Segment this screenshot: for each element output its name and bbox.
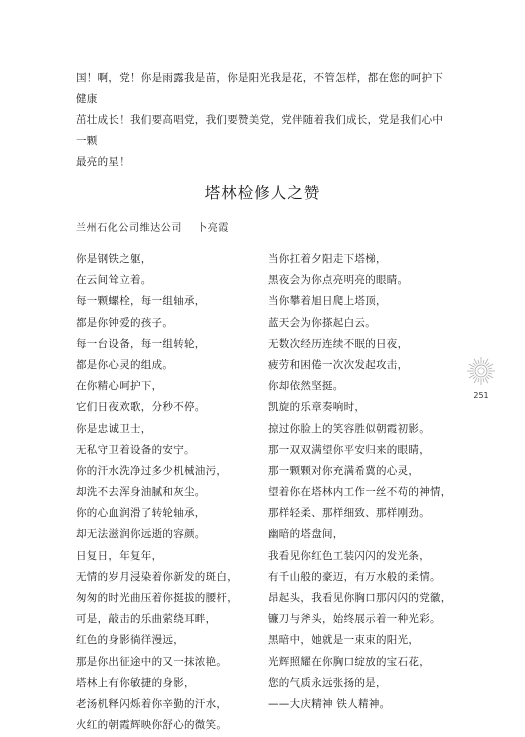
page-number: 251: [473, 391, 489, 400]
poem-line: 那一颗颗对你充满希冀的心灵，: [268, 464, 420, 477]
poem-line: 匆匆的时光曲压着你挺拔的腰杆，: [76, 592, 238, 604]
poem-line: 那一双双满望你平安归来的眼睛，: [268, 443, 430, 456]
poem-line: 每一台设备，每一组转轮，: [76, 337, 206, 350]
poem-line: 却无法滋润你远逝的容颜。: [76, 528, 206, 541]
poem-line: 都是你钟爱的孩子。: [76, 316, 174, 329]
poem-line: 那样轻柔、那样细致、那样刚劲。: [268, 507, 430, 520]
poem-line: 你是忠诚卫士，: [76, 422, 152, 435]
poem-line: 镰刀与斧头，始终展示着一种光彩。: [268, 613, 441, 626]
poem-line: 当你攀着旭日爬上塔顶，: [268, 295, 387, 308]
poem-line: 可是，敲击的乐曲萦绕耳畔，: [76, 613, 217, 626]
poem-line: ——大庆精神 铁人精神。: [268, 697, 391, 710]
poem-left-column: [76, 249, 238, 736]
sun-ornament-icon: [466, 356, 496, 386]
poem-line: 蓝天会为你搽起白云。: [268, 316, 376, 329]
poem-line: 它们日夜欢歌，分秒不停。: [76, 401, 206, 414]
intro-line: 国！啊，党！你是雨露我是苗，你是阳光我是花，不管怎样，都在您的呵护下健康: [76, 72, 444, 105]
poem-line: 在云间耸立着。: [76, 274, 152, 287]
intro-line: 茁壮成长！我们要高唱党，我们要赞美党，党伴随着我们成长，党是我们心中一颗: [76, 114, 444, 147]
intro-line: 最亮的星！: [76, 156, 130, 168]
poem-line: 红色的身影徜徉漫远，: [76, 634, 184, 647]
poem-line: 在你精心呵护下，: [76, 380, 163, 393]
poem-line: 塔林上有你敏捷的身影，: [76, 676, 195, 689]
poem-line: 凯旋的乐章奏响时，: [268, 401, 366, 414]
poem-line: 无情的岁月浸染着你新发的斑白，: [76, 570, 238, 583]
poem-line: 我看见你红色工装闪闪的发光条，: [268, 549, 430, 562]
poem-line: 您的气质永远张扬的是，: [268, 676, 387, 689]
poem-line: 火红的朝霞辉映你舒心的微笑。: [76, 719, 228, 732]
poem-line: 那是你出征途中的又一抹浓艳。: [76, 655, 228, 668]
poem-line: 昂起头，我看见你胸口那闪闪的党徽，: [268, 592, 452, 604]
poem-line: 都是你心灵的组成。: [76, 358, 174, 371]
poem-line: 无私守卫着设备的安宁。: [76, 443, 195, 456]
poem-line: 无数次经历连续不眠的日夜，: [268, 337, 409, 350]
poem-line: 你的心血润滑了转轮轴承，: [76, 507, 206, 520]
poem-line: 每一颗螺栓，每一组轴承，: [76, 295, 206, 308]
poem-title: 塔林检修人之赞: [204, 184, 321, 202]
poem-right-column: [268, 249, 452, 715]
poem-line: 掠过你脸上的笑容胜似朝霞初影。: [268, 422, 430, 435]
poem-line: 你却依然坚挺。: [268, 380, 344, 393]
poem-line: 你是钢铁之躯，: [76, 253, 152, 265]
poem-line: 日复日，年复年，: [76, 549, 163, 562]
poem-line: 当你扛着夕阳走下塔梯，: [268, 253, 387, 265]
poem-line: 幽暗的塔盘间，: [268, 528, 344, 541]
poem-line: 却洗不去浑身油腻和灰尘。: [76, 486, 206, 499]
poem-line: 老汤机释闪烁着你辛勤的汗水，: [76, 697, 228, 710]
poem-line: 你的汗水洗净过多少机械油污，: [76, 464, 228, 477]
poem-line: 黑暗中，她就是一束束的阳光，: [268, 634, 420, 647]
poem-line: 疲劳和困倦一次次发起攻击，: [268, 358, 409, 371]
poem-line: 光辉照耀在你胸口绽放的宝石花，: [268, 655, 430, 668]
poem-line: 有千山般的豪迈，有万水般的柔情。: [268, 570, 441, 583]
poem-line: 黑夜会为你点亮明亮的眼睛。: [268, 274, 409, 287]
intro-paragraph: [76, 68, 446, 173]
author-byline: 兰州石化公司维达公司 卜亮霞: [76, 223, 229, 234]
poem-line: 望着你在塔林内工作一丝不苟的神情，: [268, 486, 452, 499]
